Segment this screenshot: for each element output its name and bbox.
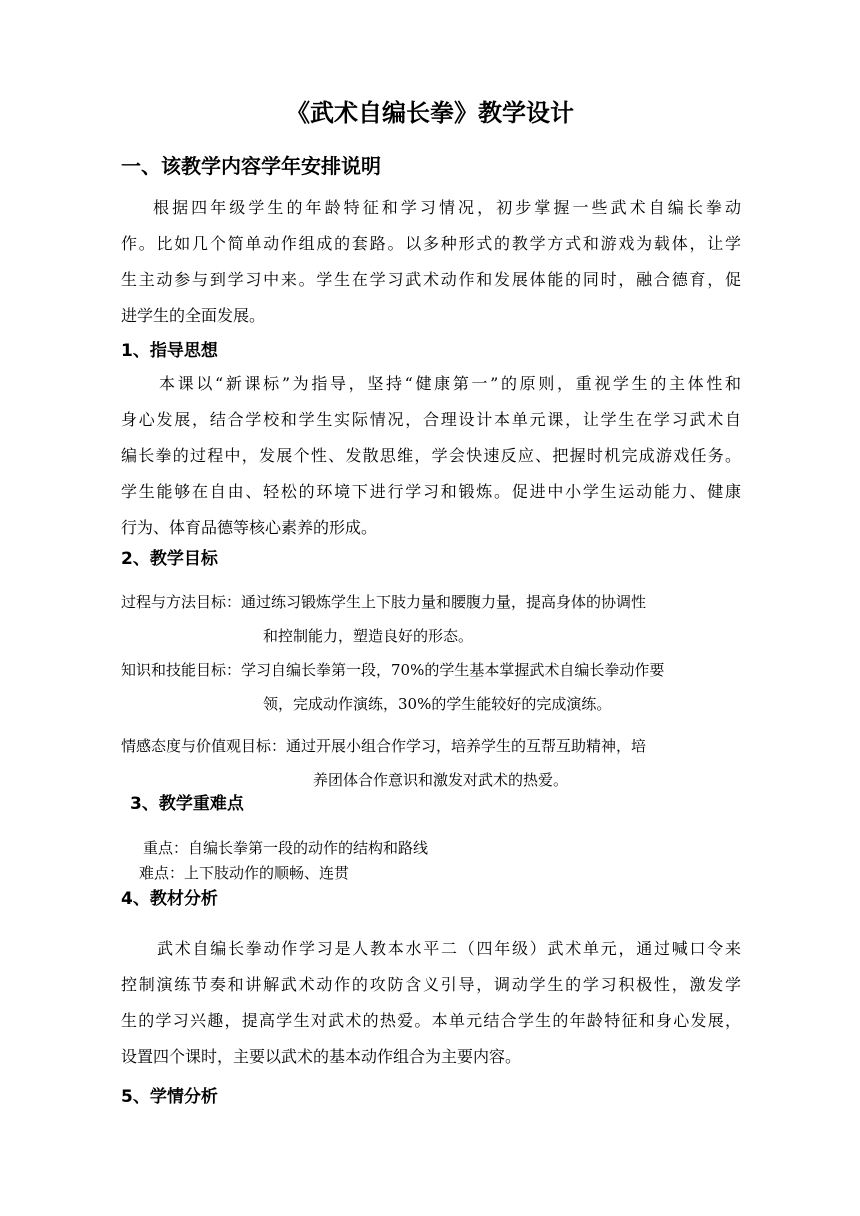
- goal-text: 学习自编长拳第一段，70%的学生基本掌握武术自编长拳动作要: [241, 661, 665, 679]
- paragraph-line: 学生能够在自由、轻松的环境下进行学习和锻炼。促进中小学生运动能力、健康: [121, 482, 741, 501]
- material-paragraph: [121, 931, 741, 1075]
- goal-knowledge: [121, 653, 664, 721]
- goal-text: 领，完成动作演练，30%的学生能较好的完成演练。: [263, 695, 612, 713]
- paragraph-line: 作。比如几个简单动作组成的套路。以多种形式的教学方式和游戏为载体，让学: [121, 234, 741, 253]
- goal-label: 情感态度与价值观目标：: [121, 737, 287, 755]
- goal-text: 通过开展小组合作学习，培养学生的互帮互助精神，培: [286, 737, 647, 755]
- goal-emotion: [121, 729, 646, 797]
- goal-label: 知识和技能目标：: [121, 661, 242, 679]
- key-point: 重点：自编长拳第一段的动作的结构和路线: [143, 839, 429, 857]
- paragraph-line: 进学生的全面发展。: [121, 306, 266, 325]
- goal-process: [121, 585, 646, 653]
- paragraph-line: 生的学习兴趣，提高学生对武术的热爱。本单元结合学生的年龄特征和身心发展，: [121, 1011, 741, 1030]
- paragraph-line: 行为、体育品德等核心素养的形成。: [121, 518, 378, 537]
- paragraph-line: 生主动参与到学习中来。学生在学习武术动作和发展体能的同时，融合德育，促: [121, 270, 741, 289]
- section-heading-schedule: 一、该教学内容学年安排说明: [121, 154, 381, 178]
- paragraph-line: 武术自编长拳动作学习是人教本水平二（四年级）武术单元，通过喊口令来: [157, 939, 741, 958]
- section-heading-goals: 2、教学目标: [121, 549, 218, 569]
- paragraph-line: 编长拳的过程中，发展个性、发散思维，学会快速反应、把握时机完成游戏任务。: [121, 446, 741, 465]
- schedule-paragraph: [121, 190, 741, 334]
- goal-text: 养团体合作意识和激发对武术的热爱。: [313, 771, 569, 789]
- goal-text: 和控制能力，塑造良好的形态。: [263, 627, 474, 645]
- section-heading-guiding: 1、指导思想: [121, 341, 218, 361]
- difficult-point: 难点：上下肢动作的顺畅、连贯: [139, 864, 350, 882]
- paragraph-line: 根据四年级学生的年龄特征和学习情况，初步掌握一些武术自编长拳动: [153, 198, 741, 217]
- guiding-paragraph: [121, 366, 741, 546]
- section-heading-material: 4、教材分析: [121, 889, 218, 909]
- paragraph-line: 设置四个课时，主要以武术的基本动作组合为主要内容。: [121, 1047, 522, 1066]
- paragraph-line: 本课以“新课标”为指导，坚持“健康第一”的原则，重视学生的主体性和: [159, 374, 741, 393]
- paragraph-line: 身心发展，结合学校和学生实际情况，合理设计本单元课，让学生在学习武术自: [121, 410, 741, 429]
- goal-label: 过程与方法目标：: [121, 593, 242, 611]
- goal-text: 通过练习锻炼学生上下肢力量和腰腹力量，提高身体的协调性: [241, 593, 647, 611]
- document-title: 《武术自编长拳》教学设计: [286, 99, 574, 127]
- section-heading-student: 5、学情分析: [121, 1087, 218, 1107]
- section-heading-keypoints: 3、教学重难点: [130, 794, 244, 814]
- paragraph-line: 控制演练节奏和讲解武术动作的攻防含义引导，调动学生的学习积极性，激发学: [121, 975, 741, 994]
